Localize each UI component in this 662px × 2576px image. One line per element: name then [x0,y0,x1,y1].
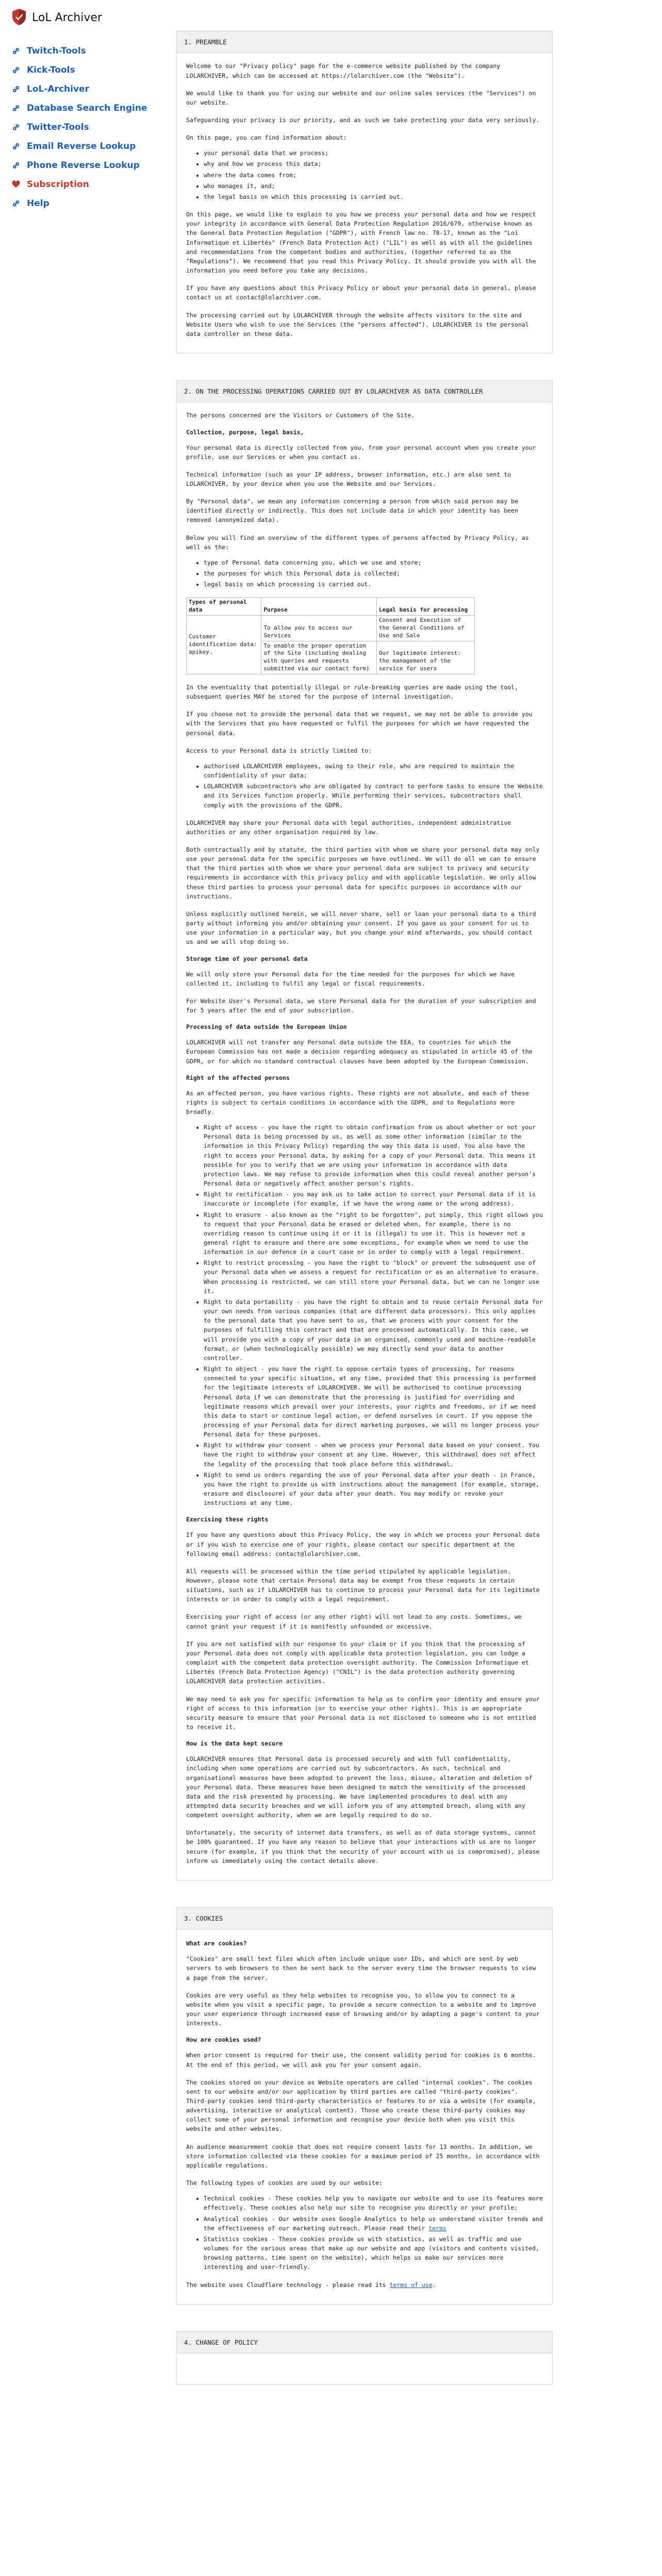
main-content [176,31,553,2412]
paragraph [186,2280,543,2290]
paragraph: In the eventuality that potentially illegal or rule-breaking queries are made using the tool, subsequent queries MAY be stored for the purpose of internal investigation. [186,683,518,701]
list-item: • who manages it, and; [204,181,543,191]
paragraph: When prior consent is required for their use, the consent validity period for cookies is 6 months. At the end of this period, we will ask you for your consent again. [186,2052,536,2069]
paragraph: We may need to ask you for specific information to help us to confirm your identity and ensure your right of access to this information (or to exercise your other rights). This is an appropriate security measure to ensure that your Personal data is not disclosed to someone who is not entitled to receive it. [186,1695,540,1731]
data-processing-table [186,597,475,674]
list-item: • LOLARCHIVER subcontractors who are obligated by contract to perform tasks to ensure the Website and its Services function properly. While performing their services, subcontractors shall comply with the provisions of the GDPR. [204,782,543,809]
heart-icon [11,180,21,189]
cloudflare-terms-link[interactable]: terms of use [389,2281,433,2289]
section-heading: 2. ON THE PROCESSING OPERATIONS CARRIED OUT BY LOLARCHIVER AS DATA CONTROLLER [177,381,552,402]
sidebar-item-phone-reverse-lookup[interactable] [11,156,166,175]
list-item [204,2214,543,2233]
paragraph: LOLARCHIVER will not transfer any Personal data outside the EEA, to countries for which the European Commission has not made a decision regarding adequacy as stipulated in article 45 of the GDPR, or for which no standard contractual clauses have been adopted by the European Commission. [186,1039,533,1065]
list-item: • the legal basis on which this processing is carried out. [204,192,543,201]
sidebar-item-help[interactable] [11,194,166,213]
link-icon [11,84,21,94]
paragraph: As an affected person, you have various rights. These rights are not absolute, and each of these rights is subject to certain conditions in accordance with the GDPR, and to Regulations more broadly. [186,1089,529,1115]
sidebar-item-label: LoL-Archiver [27,83,89,94]
table-header: Legal basis for processing [376,598,474,616]
list-item: • Right to object - you have the right to oppose certain types of processing, for reasons connected to your specific situation, at any time, provided that this processing is performed for the legitimate interests of LOLARCHIVER. We will be authorised to continue processing Personal data if we can demonstrate that the processing is justified for overriding and legitimate reasons which prevail over your interests, your rights and freedoms, or if we need this data to start or continue legal action, or defend ourselves in court. If you oppose the processing of your Personal data for direct marketing purposes, we will no longer process your Personal data for these purposes. [204,1364,543,1439]
section-heading: 4. CHANGE OF POLICY [177,2332,552,2353]
subheading: How are cookies used? [186,2036,261,2044]
list-item: • type of Personal data concerning you, which we use and store; [204,558,543,567]
paragraph-text: . [432,2281,436,2289]
bullet-list [204,761,543,810]
sidebar-item-lol-archiver[interactable] [11,79,166,98]
paragraph: If you have any questions about this Privacy Policy, the way in which we process your Personal data or if you wish to exercise one of your rights, please contact our specific department at the following email address: contact@lolarchiver.com. [186,1531,540,1557]
bullet-list [204,2194,543,2272]
paragraph: We would like to thank you for using our website and our online sales services (the "Services") on our website. [186,89,536,106]
paragraph: The cookies stored on your device as Website operators are called "internal cookies". The cookies sent to our website and/or our application by third parties are called "third-party cookies". Third-party cookies send third-party characteristics or features to or via a website (for example, advertising, interactive or analytical content). Those who create these third-party cookies may collect some of your personal information and recognise your device both when you visit this website and other websites. [186,2078,536,2133]
paragraph: Both contractually and by statute, the third parties with whom we share your personal data may only use your personal data for the specific purposes we have outlined. We will do all we can to ensure that the third parties with whom we share your personal data are subject to privacy and security requirements in accordance with this privacy policy and with applicable legislation. We only allow these third parties to process your personal data for specific purposes in accordance with our instructions. [186,846,540,900]
app-title: LoL Archiver [32,11,102,24]
subheading: How is the data kept secure [186,1740,283,1748]
table-cell: Consent and Execution of the General Conditions of Use and Sale [376,616,474,641]
sidebar-item-twitch-tools[interactable] [11,41,166,60]
paragraph: Technical information (such as your IP address, browser information, etc.) are also sent to LOLARCHIVER, by your device when you use the Website and our Services. [186,470,511,487]
link-icon [11,123,21,132]
list-item: • where the data comes from; [204,171,543,180]
link-icon [11,104,21,113]
subheading: Right of the affected persons [186,1074,290,1081]
list-item: • Technical cookies - These cookies help you to navigate our website and to use its features more effectively. These cookies also help our site to recognise you directly or your profile; [204,2194,543,2212]
sidebar-item-email-reverse-lookup[interactable] [11,137,166,156]
sidebar-item-subscription[interactable] [11,175,166,194]
table-cell: Our legitimate interest: the management of the service for users [376,641,474,674]
subheading: Processing of data outside the European Union [186,1023,347,1031]
list-item: • why and how we process this data; [204,159,543,168]
link-icon [11,199,21,208]
sidebar-item-kick-tools[interactable] [11,60,166,79]
list-item: • your personal data that we process; [204,148,543,158]
list-item: • Right to rectification - you may ask us to take action to correct your Personal data if it is inaccurate or incomplete (for example, if we have the wrong name or the wrong address). [204,1190,543,1208]
subheading: What are cookies? [186,1940,247,1947]
sidebar-item-label: Twitter-Tools [27,122,89,132]
table-cell: To allow you to access our Services [261,616,377,641]
sidebar-item-twitter-tools[interactable] [11,117,166,137]
sidebar-item-label: Help [27,198,49,209]
link-icon [11,46,21,56]
paragraph: Cookies are very useful as they help websites to recognise you, to allow you to connect to a website when you visit a specific page, to provide a secure connection to a website and to improve your user experience through increased ease of browsing and/or by adapting a page's content to your interests. [186,1991,540,2027]
section-change-of-policy [176,2331,553,2385]
paragraph: The processing carried out by LOLARCHIVER through the website affects visitors to the site and Website Users who wish to use the Services (the "persons affected"). LOLARCHIVER is the personal data controller on these data. [186,311,529,337]
subheading: Storage time of your personal data [186,955,308,962]
link-icon [11,142,21,151]
table-row [187,616,475,641]
list-item: • Right to send us orders regarding the use of your Personal data after your death - in France, you have the right to provide us with instructions about the management (for example, storage, erasure and disclosure) of your data after your death. You may modify or revoke your instructions at any time. [204,1470,543,1508]
list-item: • Right of access - you have the right to obtain confirmation from us about whether or not your Personal data is being processed by us, as well as some other information (similar to the information in this Privacy Policy) regarding the way this data is used. You also have the right to access your Personal data, by asking for a copy of your Personal data. This means it possible for you to verify that we are using your information in accordance with data protection laws. We may refuse to provide information when this could reveal another person's Personal data or negatively affect another person's rights. [204,1123,543,1188]
paragraph: Below you will find an overview of the different types of persons affected by Privacy Policy, as well as the: [186,534,529,551]
paragraph: If you have any questions about this Privacy Policy or about your personal data in general, please contact us at contact@lolarchiver.com. [186,284,536,301]
paragraph: If you choose not to provide the personal data that we request, we may not be able to provide you with the Services that you have requested or fulfil the purposes for which we have requested the personal data. [186,710,533,737]
paragraph: On this page, we would like to explain to you how we process your personal data and how we respect your integrity in accordance with General Data Protection Regulation 2016/679, otherwise known as the General Data Protection Regulation ("GDPR"), with French law no. 78-17, known as the "Loi Informatique et Libertés" (French Data Protection Act) ("LIL") as well as with all the guidelines and recommendations from the competent bodies and authorities, (together referred to as the "Regulations"). We recommend that you read this Privacy Policy. It should provide you with all the information you need before you take any decisions. [186,211,536,275]
table-header: Purpose [261,598,377,616]
terms-link[interactable]: terms [428,2224,446,2232]
sidebar-item-label: Email Reverse Lookup [27,141,136,151]
list-item-text: Analytical cookies - Our website uses Google Analytics to help us understand visitor trends and the effectiveness of our marketing outreach. Please read their [204,2215,543,2232]
subheading: Collection, purpose, legal basis, [186,428,304,436]
list-item: • Right to erasure - also known as the "right to be forgotten", put simply, this right allows you to request that your Personal data be erased or deleted when, for example, there is no overriding reason to continue using it or it is (illegal) to use it. This is however not a general right to erasure and there are some exceptions, for example when we need to use the information in our defence in a court case or in order to comply with a legal requirement. [204,1210,543,1257]
list-item: • the purposes for which this Personal data is collected; [204,569,543,578]
paragraph: By "Personal data", we mean any information concerning a person from which said person may be identified directly or indirectly. This does not include data in which your identity has been removed (anonymized data). [186,498,518,524]
paragraph: LOLARCHIVER may share your Personal data with legal authorities, independent administrative authorities or any other organisation required by law. [186,819,511,836]
paragraph: LOLARCHIVER ensures that Personal data is processed securely and with full confidentiality, including when some operations are carried out by subcontractors. As such, technical and organisational measures have been adopted to prevent the loss, misuse, alteration and deletion of your Personal data. These measures have been designed to match the sensitivity of the processed data and the risk presented by processing. We have implemented procedures to deal with any attempted data security breaches and we will inform you of any attempted breach, along with any competent oversight authority, when we are legally required to do so. [186,1755,533,1819]
table-cell: Customer identification data: apikey. [187,616,261,674]
bullet-list [204,1123,543,1507]
table-cell: To enable the proper operation of the Site (including dealing with queries and requests submitted via our contact form) [261,641,377,674]
sidebar-item-label: Subscription [27,179,89,190]
section-processing-operations [176,380,553,1880]
list-item: • Right to withdraw your consent - when we process your Personal data based on your consent. You have the right to withdraw your consent at any time. However, this withdrawal does not affect the legality of the processing that took place before this withdrawal. [204,1440,543,1468]
paragraph: "Cookies" are small text files which often include unique user IDs, and which are sent by web servers to web browsers to then be sent back to the server every time the browser requests to view a page from the server. [186,1955,536,1981]
paragraph: The following types of cookies are used by our website: [186,2179,383,2187]
sidebar-item-database-search-engine[interactable] [11,98,166,117]
sidebar-item-label: Phone Reverse Lookup [27,160,140,171]
paragraph-text: The website uses Cloudflare technology - please read its [186,2281,390,2289]
section-cookies [176,1907,553,2304]
logo[interactable] [11,8,102,27]
sidebar-item-label: Database Search Engine [27,103,147,113]
paragraph: Access to your Personal data is strictly limited to: [186,747,372,754]
bullet-list [204,148,543,201]
link-icon [11,161,21,170]
shield-icon [11,8,27,27]
subheading: Exercising these rights [186,1516,269,1523]
paragraph: Welcome to our "Privacy policy" page for the e-commerce website published by the company LOLARCHIVER, which can be accessed at https://lolarchiver.com (the "Website"). [186,62,501,79]
paragraph: Exercising your right of access (or any other right) will not lead to any costs. Sometimes, we cannot grant your request if it is manifestly unfounded or excessive. [186,1613,522,1630]
paragraph: Safeguarding your privacy is our priority, and as such we take protecting your data very seriously. [186,116,540,124]
paragraph: All requests will be processed within the time period stipulated by applicable legislation. However, please note that certain Personal data may be exempt from these requests in certain situations, such as if LOLARCHIVER has to continue to process your Personal data for its legitimate interests or in order to comply with a legal requirement. [186,1567,540,1603]
list-item: • Right to data portability - you have the right to obtain and to reuse certain Personal data for your own needs from various companies (that are different data processors). This only applies to the personal data that you have sent to us, that we process with your consent for the purposes of fulfilling this contract and that are processed automatically. In this case, we will provide you with a copy of your data in an organised, commonly used and machine-readable format, or (when technologically possible) we may directly send your data to another controller. [204,1297,543,1363]
bullet-list [204,558,543,589]
list-item: • authorised LOLARCHIVER employees, owing to their role, who are required to maintain the confidentiality of your data; [204,761,543,780]
paragraph: Unless explicitly outlined herein, we will never share, sell or loan your personal data to a third party without informing you and/or obtaining your consent. If you gave us your consent for us to use your information in a particular way, but you change your mind afterwards, you should contact us and we will stop doing so. [186,910,536,946]
section-preamble [176,31,553,353]
list-item: • Right to restrict processing - you have the right to "block" or prevent the subsequent use of your Personal data when we assess a request for rectification or as an alternative to erasure. When processing is restricted, we can still store your Personal data, but we can no longer use it. [204,1258,543,1296]
table-header: Types of personal data [187,598,261,616]
section-heading: 1. PREAMBLE [177,31,552,53]
paragraph: The persons concerned are the Visitors or Customers of the Site. [186,412,415,419]
link-icon [11,65,21,75]
sidebar-item-label: Twitch-Tools [27,45,86,56]
paragraph: On this page, you can find information about: [186,134,347,142]
paragraph: We will only store your Personal data for the time needed for the purposes for which we have collected it, including to fulfil any legal or fiscal requirements. [186,970,515,987]
paragraph: For Website User's Personal data, we store Personal data for the duration of your subscription and for 5 years after the end of your subscription. [186,997,536,1014]
paragraph: If you are not satisfied with our response to your claim or if you think that the processing of your Personal data does not comply with applicable data protection legislation, you can lodge a complaint with the competent data protection oversight authority. The Commission Informatique et Libertés (French Data Protection Agency) ("CNIL") is the data protection authority governing LOLARCHIVER data protection activities. [186,1640,529,1685]
sidebar-item-label: Kick-Tools [27,64,75,75]
sidebar [11,41,166,213]
list-item: • Statistics cookies - These cookies provide us with statistics, as well as traffic and use volumes for the various areas that make up our website and app (visitors and contents visited, browsing patterns, time spent on the website), which helps us make our services more interesting and user-friendly. [204,2234,543,2272]
paragraph: Unfortunately, the security of internet data transfers, as well as of data storage systems, cannot be 100% guaranteed. If you have any reason to believe that your interactions with us are no longer secure (for example, if you think that the security of your account with us is compromised), please inform us immediately using the contact details above. [186,1829,540,1865]
section-heading: 3. COOKIES [177,1908,552,1929]
list-item: • legal basis on which processing is carried out. [204,580,543,589]
paragraph: An audience measurement cookie that does not require consent lasts for 13 months. In addition, we store information collected via these cookies for a maximum period of 25 months, in accordance with applicable regulations. [186,2143,540,2169]
paragraph: Your personal data is directly collected from you, from your personal account when you create your profile, use our Services or when you contact us. [186,444,536,461]
